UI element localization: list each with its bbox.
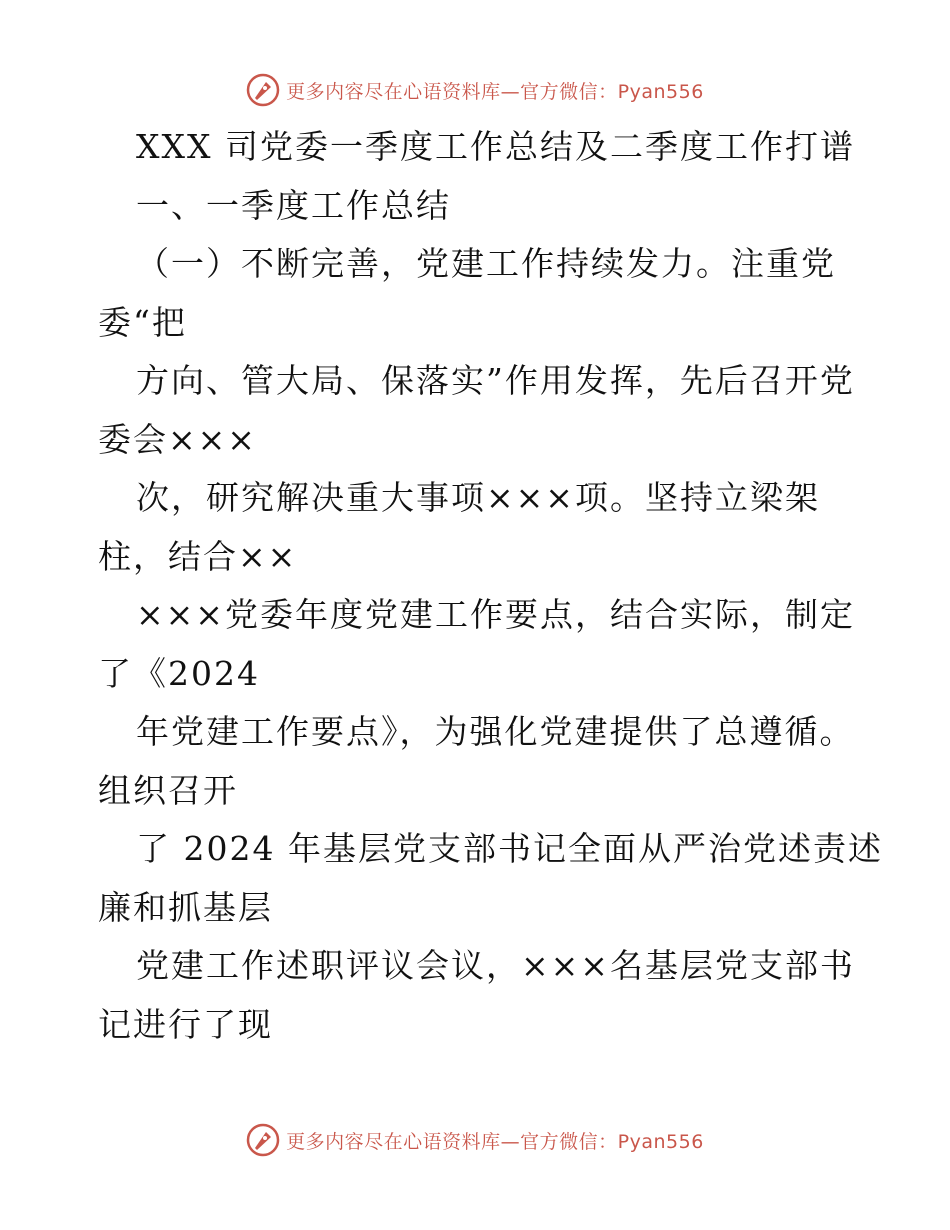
pen-nib-logo-icon [246, 73, 280, 107]
paragraph-line: （一）不断完善，党建工作持续发力。注重党 [136, 244, 836, 283]
paragraph-line: 组织召开 [98, 770, 238, 810]
paragraph-line: 党建工作述职评议会议，×××名基层党支部书 [136, 946, 855, 985]
footer-watermark-banner [0, 1120, 950, 1160]
document-body [98, 118, 883, 1054]
paragraph-line: 次，研究解决重大事项×××项。坚持立梁架 [136, 478, 820, 517]
paragraph-line: 记进行了现 [98, 1004, 273, 1044]
pen-nib-logo-icon [246, 1123, 280, 1157]
paragraph-line: ×××党委年度党建工作要点，结合实际，制定 [136, 595, 855, 634]
footer-watermark-text: 更多内容尽在心语资料库—官方微信：Pyan556 [286, 1130, 704, 1153]
paragraph-line: 了《2024 [98, 653, 260, 693]
paragraph-line: 廉和抓基层 [98, 887, 273, 927]
paragraph-line: 了 2024 年基层党支部书记全面从严治党述责述 [136, 829, 883, 868]
header-watermark-banner [0, 70, 950, 110]
document-title: XXX 司党委一季度工作总结及二季度工作打谱 [136, 127, 855, 166]
paragraph-line: 柱，结合×× [98, 536, 298, 576]
paragraph-line: 委会××× [98, 419, 257, 459]
paragraph-line: 年党建工作要点》，为强化党建提供了总遵循。 [136, 712, 855, 751]
paragraph-line: 方向、管大局、保落实”作用发挥，先后召开党 [136, 361, 855, 400]
paragraph-line: 委“把 [98, 302, 187, 342]
header-watermark-text: 更多内容尽在心语资料库—官方微信：Pyan556 [286, 80, 704, 103]
section-heading: 一、一季度工作总结 [136, 185, 451, 225]
